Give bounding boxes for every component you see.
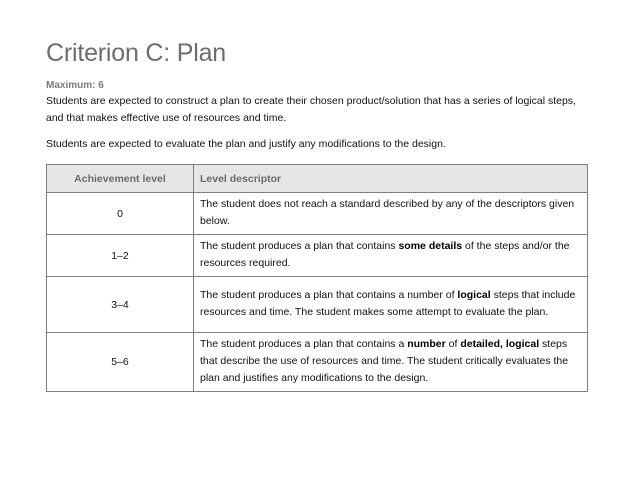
descriptor-text: The student produces a plan that contains <box>200 240 399 252</box>
descriptor-text: steps that describe the use of resources and time. The student critically evaluates the plan and justifies any modifications to the design. <box>200 338 569 384</box>
table-row <box>47 193 588 235</box>
descriptor-text: steps that include resources and time. The student makes some attempt to evaluate the plan. <box>200 289 576 318</box>
level-descriptor-cell <box>194 193 588 235</box>
table-header-row <box>47 165 588 193</box>
page-title: Criterion C: Plan <box>46 39 226 67</box>
achievement-level-cell: 0 <box>47 193 194 235</box>
level-descriptor-cell <box>194 277 588 333</box>
descriptor-text: The student does not reach a standard described by any of the descriptors given below. <box>200 198 575 227</box>
emphasis-text: some details <box>398 240 463 252</box>
descriptor-text: The student produces a plan that contains a <box>200 338 408 350</box>
table-row <box>47 277 588 333</box>
descriptor-text: The student produces a plan that contains a number of <box>200 289 458 301</box>
header-achievement-level: Achievement level <box>47 165 194 193</box>
rubric-table <box>46 164 588 392</box>
header-level-descriptor: Level descriptor <box>194 165 588 193</box>
emphasis-text: number <box>407 338 446 350</box>
descriptor-text: of the steps and/or the resources required. <box>200 240 570 269</box>
table-row <box>47 235 588 277</box>
achievement-level-cell: 3–4 <box>47 277 194 333</box>
achievement-level-cell: 1–2 <box>47 235 194 277</box>
level-descriptor-cell <box>194 333 588 392</box>
intro-paragraph-2: Students are expected to evaluate the plan and justify any modifications to the design. <box>46 138 446 150</box>
table-row <box>47 333 588 392</box>
emphasis-text: logical <box>457 289 491 301</box>
level-descriptor-cell <box>194 235 588 277</box>
intro-paragraph-1: Students are expected to construct a plan to create their chosen product/solution that has a series of logical steps, and that makes effective use of resources and time. <box>46 95 576 124</box>
maximum-score: Maximum: 6 <box>46 80 104 91</box>
document-page <box>46 38 592 392</box>
descriptor-text: of <box>445 338 461 350</box>
achievement-level-cell: 5–6 <box>47 333 194 392</box>
emphasis-text: detailed, logical <box>460 338 540 350</box>
